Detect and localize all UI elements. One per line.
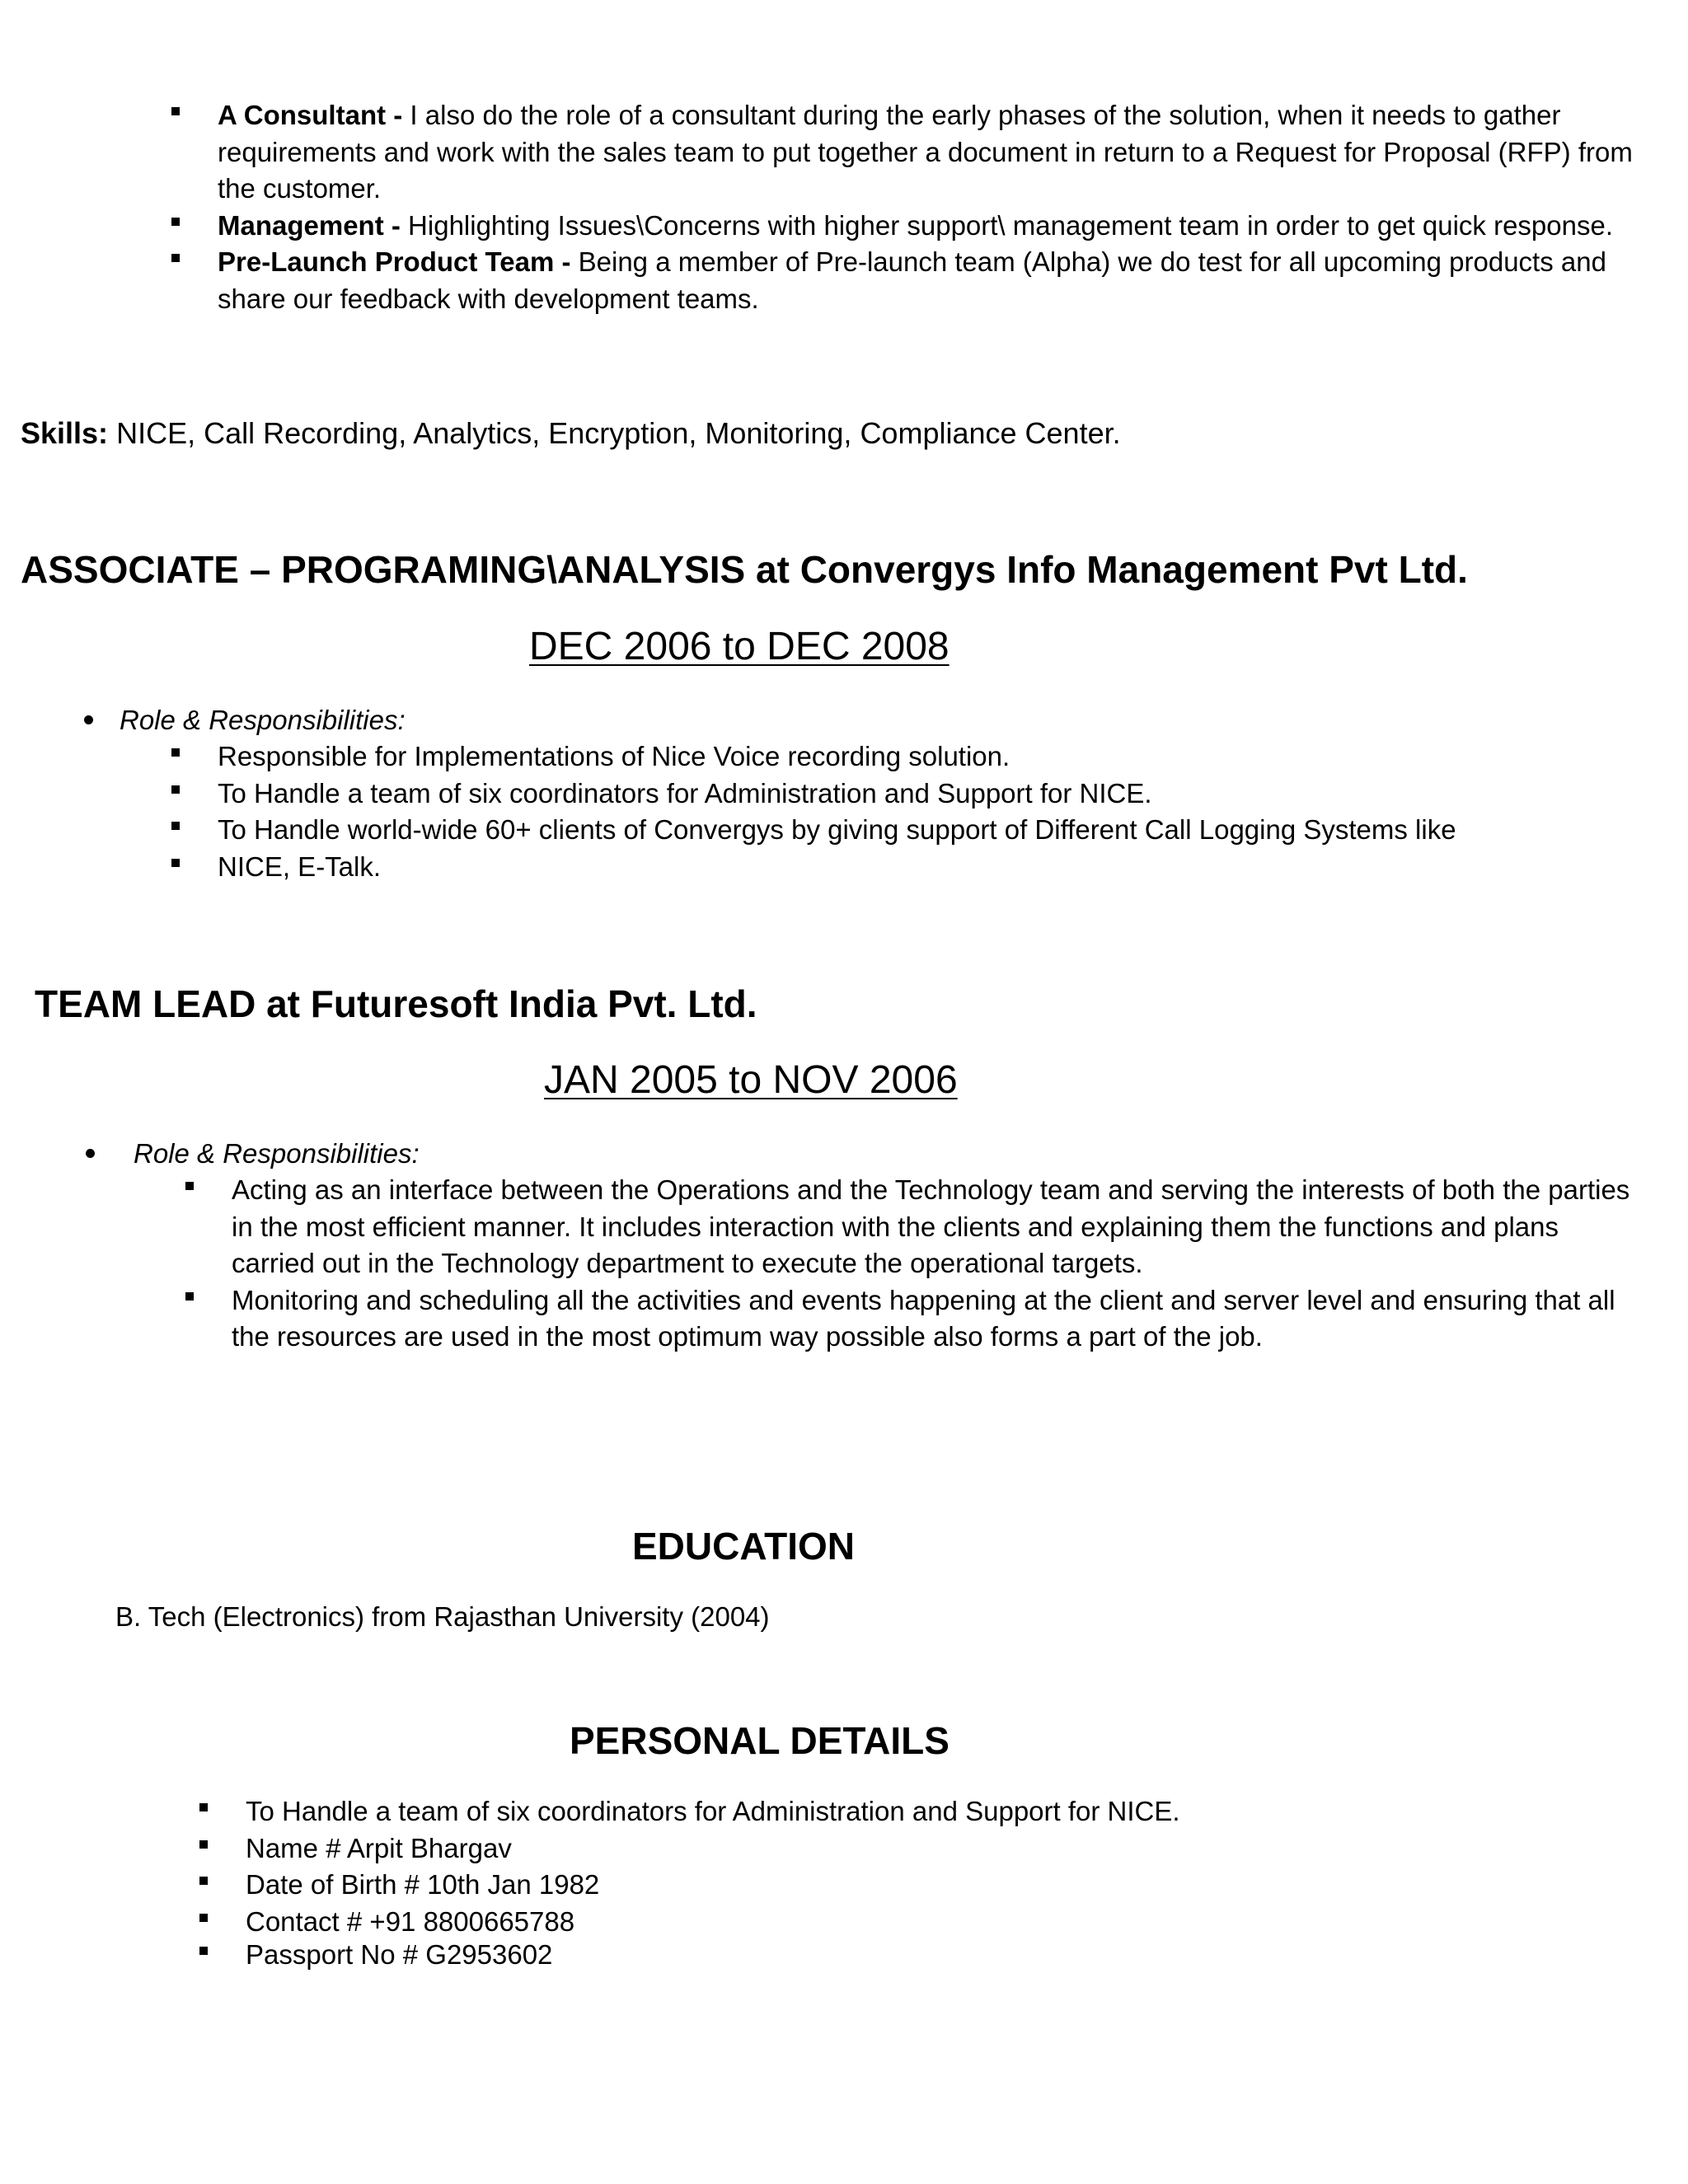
list-item-text: NICE, E-Talk. xyxy=(218,851,382,882)
square-bullet-icon xyxy=(199,1914,208,1922)
bullet-label: Pre-Launch Product Team - xyxy=(218,246,579,277)
list-item xyxy=(232,1282,1645,1356)
list-item-text: Acting as an interface between the Operations and the Technology team and serving the interests of both the parties in the most efficient manner. It includes interaction with the clients and explaining them the functions and plans carried out in the Technology department to execute the operational targets. xyxy=(232,1174,1630,1278)
intro-bullet-list xyxy=(218,97,1643,317)
square-bullet-icon xyxy=(171,254,180,262)
bullet-text: Highlighting Issues\Concerns with higher support\ management team in order to get quick response. xyxy=(408,209,1614,241)
role-label: Role & Responsibilities: xyxy=(120,705,406,735)
skills-label: Skills: xyxy=(21,416,109,450)
square-bullet-icon xyxy=(185,1182,194,1190)
bullet-dot-icon xyxy=(86,1149,95,1158)
bullet-label: A Consultant - xyxy=(218,100,410,130)
square-bullet-icon xyxy=(185,1292,194,1301)
square-bullet-icon xyxy=(171,859,180,867)
bullet-text: Being a member of Pre-launch team (Alpha) we do test for all upcoming products and share our feedback with development teams. xyxy=(218,246,1606,314)
square-bullet-icon xyxy=(171,748,180,757)
list-item-text: To Handle a team of six coordinators for Administration and Support for NICE. xyxy=(218,777,1152,808)
list-item xyxy=(246,1904,1639,1941)
section-heading-education: EDUCATION xyxy=(632,1525,856,1568)
list-item xyxy=(218,776,1643,813)
list-item xyxy=(218,812,1643,849)
list-item-text: Name # Arpit Bhargav xyxy=(246,1832,512,1863)
square-bullet-icon xyxy=(171,218,180,226)
job-title: ASSOCIATE – PROGRAMING\ANALYSIS at Convergys Info Management Pvt Ltd. xyxy=(21,548,1468,591)
responsibility-list xyxy=(232,1172,1645,1356)
bullet-label: Management - xyxy=(218,209,409,241)
bullet-text: I also do the role of a consultant during the early phases of the solution, when it needs to gather requirements and work with the sales team to put together a document in return to a Request for Proposal (RFP) from the customer. xyxy=(218,100,1633,204)
list-item xyxy=(218,208,1643,245)
list-item-text: Contact # +91 8800665788 xyxy=(246,1905,575,1937)
section-heading-personal-details: PERSONAL DETAILS xyxy=(570,1719,950,1762)
list-item xyxy=(218,738,1643,776)
education-text: B. Tech (Electronics) from Rajasthan University (2004) xyxy=(115,1601,770,1632)
square-bullet-icon xyxy=(171,785,180,794)
list-item xyxy=(246,1937,1639,1974)
list-item xyxy=(218,244,1643,317)
job-title: TEAM LEAD at Futuresoft India Pvt. Ltd. xyxy=(35,982,757,1025)
square-bullet-icon xyxy=(171,822,180,830)
list-item xyxy=(246,1830,1639,1868)
square-bullet-icon xyxy=(199,1877,208,1885)
square-bullet-icon xyxy=(199,1840,208,1849)
list-item xyxy=(232,1172,1645,1282)
list-item xyxy=(218,849,1643,886)
list-item xyxy=(246,1793,1639,1830)
personal-details-list xyxy=(246,1793,1639,1974)
skills-text: NICE, Call Recording, Analytics, Encryption, Monitoring, Compliance Center. xyxy=(108,416,1121,450)
list-item-text: Date of Birth # 10th Jan 1982 xyxy=(246,1869,600,1900)
job-dates: JAN 2005 to NOV 2006 xyxy=(544,1058,958,1102)
list-item-text: To Handle world-wide 60+ clients of Convergys by giving support of Different Call Logging Systems like xyxy=(218,814,1456,845)
bullet-dot-icon xyxy=(84,715,93,724)
role-label: Role & Responsibilities: xyxy=(134,1138,420,1169)
list-item-text: Passport No # G2953602 xyxy=(246,1939,553,1970)
list-item-text: Monitoring and scheduling all the activities and events happening at the client and server level and ensuring that all the resources are used in the most optimum way possible also forms a part of the job. xyxy=(232,1284,1615,1352)
list-item xyxy=(246,1867,1639,1904)
square-bullet-icon xyxy=(171,107,180,115)
square-bullet-icon xyxy=(199,1803,208,1811)
job-dates: DEC 2006 to DEC 2008 xyxy=(529,625,950,668)
list-item xyxy=(218,97,1643,208)
square-bullet-icon xyxy=(199,1947,208,1955)
list-item-text: To Handle a team of six coordinators for Administration and Support for NICE. xyxy=(246,1796,1180,1826)
list-item-text: Responsible for Implementations of Nice Voice recording solution. xyxy=(218,741,1010,771)
skills-line xyxy=(21,415,1121,452)
responsibility-list xyxy=(218,738,1643,885)
